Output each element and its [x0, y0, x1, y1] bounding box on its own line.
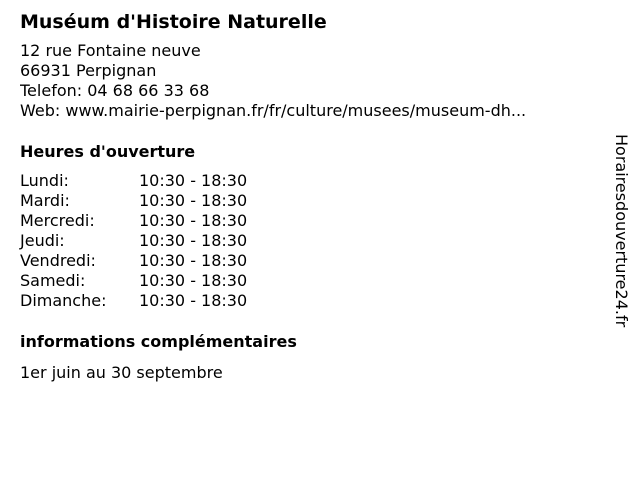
- time-range: 10:30 - 18:30: [139, 251, 248, 270]
- time-range: 10:30 - 18:30: [139, 231, 248, 250]
- day-label: Mercredi:: [20, 211, 95, 230]
- hours-row: [20, 251, 247, 271]
- hours-heading: Heures d'ouverture: [20, 142, 196, 161]
- info-text: 1er juin au 30 septembre: [20, 363, 223, 382]
- phone-number: Telefon: 04 68 66 33 68: [20, 81, 210, 100]
- day-label: Lundi:: [20, 171, 69, 190]
- day-label: Jeudi:: [20, 231, 65, 250]
- time-range: 10:30 - 18:30: [139, 191, 248, 210]
- street-address: 12 rue Fontaine neuve: [20, 41, 201, 60]
- day-label: Vendredi:: [20, 251, 96, 270]
- time-range: 10:30 - 18:30: [139, 291, 248, 310]
- day-label: Mardi:: [20, 191, 70, 210]
- hours-row: [20, 231, 247, 251]
- time-range: 10:30 - 18:30: [139, 171, 248, 190]
- hours-row: [20, 211, 247, 231]
- day-label: Dimanche:: [20, 291, 107, 310]
- time-range: 10:30 - 18:30: [139, 211, 248, 230]
- brand-watermark-text: Horairesdouverture24.fr: [612, 134, 631, 328]
- info-heading: informations complémentaires: [20, 332, 297, 351]
- address-block: [20, 41, 600, 121]
- place-title: Muséum d'Histoire Naturelle: [20, 11, 327, 33]
- hours-table: [20, 171, 247, 311]
- hours-row: [20, 191, 247, 211]
- day-label: Samedi:: [20, 271, 86, 290]
- opening-hours-card: [20, 9, 600, 383]
- hours-row: [20, 271, 247, 291]
- hours-row: [20, 171, 247, 191]
- time-range: 10:30 - 18:30: [139, 271, 248, 290]
- postal-city: 66931 Perpignan: [20, 61, 157, 80]
- website-url: Web: www.mairie-perpignan.fr/fr/culture/musees/museum-dh...: [20, 101, 527, 120]
- hours-row: [20, 291, 247, 311]
